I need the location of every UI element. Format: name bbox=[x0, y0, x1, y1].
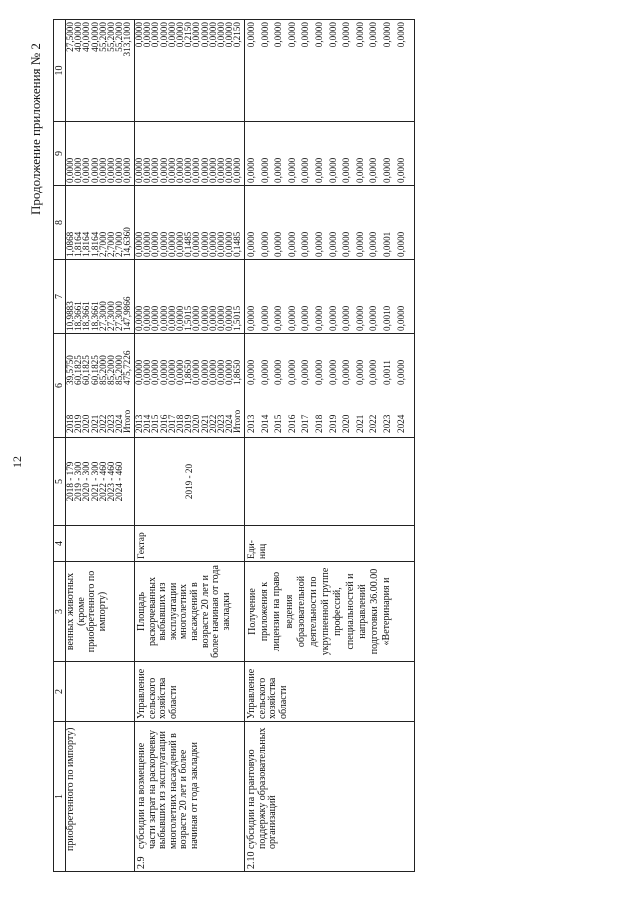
row-cont-col7-value: 18,3661 bbox=[81, 301, 92, 331]
row-2-10-c6-value: 0,0000 bbox=[273, 359, 284, 385]
row-cont-col5-value: 2022 - 460 bbox=[97, 461, 108, 502]
row-2-9-col8-value: 0,0000 bbox=[191, 231, 202, 257]
row-2-10-c6-value: 0,0000 bbox=[368, 359, 379, 385]
table-row bbox=[135, 20, 245, 872]
row-cont-c6-value: 85,2000 bbox=[97, 355, 108, 385]
row-cont-col10-value: 55,2000 bbox=[114, 22, 125, 52]
row-cont-col5-value: 2019 - 300 bbox=[73, 461, 84, 502]
row-cont-col8-value: 14,6360 bbox=[122, 227, 133, 257]
row-2-9-col10-value: 0,2150 bbox=[183, 22, 194, 48]
col-header-7: 7 bbox=[54, 260, 66, 334]
row-2-10-col7-value: 0,0000 bbox=[395, 305, 406, 331]
row-cont-col2 bbox=[66, 662, 135, 722]
row-cont-col9-value: 0,0000 bbox=[105, 157, 116, 183]
appendix-title: Продолжение приложения № 2 bbox=[28, 43, 43, 215]
row-cont-col8-value: 2,7000 bbox=[114, 231, 125, 257]
row-2-9-col9-value: 0,0000 bbox=[183, 157, 194, 183]
row-cont-col8-value: 1,8164 bbox=[89, 231, 100, 257]
row-2-9-years-value: 2013 bbox=[134, 414, 144, 433]
row-2-10-col9 bbox=[245, 122, 415, 186]
row-2-10-col7-value: 0,0000 bbox=[246, 305, 256, 331]
row-cont-col9-value: 0,0000 bbox=[114, 157, 125, 183]
row-2-10-col10-value: 0,0000 bbox=[300, 22, 311, 48]
row-cont-col10-value: 27,5000 bbox=[65, 22, 75, 52]
row-2-10-c6-value: 0,0011 bbox=[381, 360, 392, 385]
col-header-3: 3 bbox=[54, 562, 66, 662]
row-2-9-col8-value: 0,0000 bbox=[142, 231, 153, 257]
row-2-9-col8-value: 0,0000 bbox=[215, 231, 226, 257]
row-2-9-col9 bbox=[135, 122, 245, 186]
row-2-9-years-value: 2018 bbox=[174, 414, 185, 433]
row-2-10-col7-value: 0,0000 bbox=[259, 305, 270, 331]
row-2-10-col1 bbox=[245, 722, 415, 872]
row-2-10-years-value: 2014 bbox=[259, 414, 270, 433]
col-header-9: 9 bbox=[54, 122, 66, 186]
row-cont-col8-value: 2,7000 bbox=[105, 231, 116, 257]
row-cont-years-value: Итого bbox=[122, 409, 133, 433]
row-cont-years bbox=[66, 389, 132, 437]
row-2-10-col4: Еди-ниц bbox=[245, 526, 415, 562]
row-2-9-col10-value: 0,0000 bbox=[158, 22, 169, 48]
col-header-10: 10 bbox=[54, 20, 66, 122]
row-cont-c6-value: 475,7226 bbox=[122, 350, 133, 385]
row-cont-col9-value: 0,0000 bbox=[97, 157, 108, 183]
row-2-10-col10-value: 0,0000 bbox=[327, 22, 338, 48]
header-row bbox=[54, 20, 66, 872]
row-2-9-col8-value: 0,0000 bbox=[158, 231, 169, 257]
row-2-10-years-value: 2015 bbox=[273, 414, 284, 433]
row-cont-col6 bbox=[66, 334, 135, 438]
row-2-10-c6-value: 0,0000 bbox=[259, 359, 270, 385]
row-cont-col9-value: 0,0000 bbox=[81, 157, 92, 183]
row-2-10-c6-value: 0,0000 bbox=[327, 359, 338, 385]
row-cont-col7-value: 10,9883 bbox=[65, 301, 75, 331]
row-2-10-years-value: 2020 bbox=[341, 414, 352, 433]
row-2-10-col8-value: 0,0000 bbox=[327, 231, 338, 257]
row-2-9-col8-value: 0,0000 bbox=[174, 231, 185, 257]
row-cont-col5-value: 2020 - 300 bbox=[81, 461, 92, 502]
col-header-5: 5 bbox=[54, 438, 66, 526]
row-2-9-c6-value: 0,0000 bbox=[224, 359, 235, 385]
row-2-10-col10-value: 0,0000 bbox=[259, 22, 270, 48]
row-2-10-col8-value: 0,0000 bbox=[354, 231, 365, 257]
row-2-9-col10-value: 0,0000 bbox=[199, 22, 210, 48]
row-2-9-c6-value: 0,0000 bbox=[207, 359, 218, 385]
table-row bbox=[66, 20, 135, 872]
row-cont-col10-value: 313,1000 bbox=[122, 22, 133, 57]
row-2-9-years-value: 2016 bbox=[158, 414, 169, 433]
row-2-9-col8-value: 0,0000 bbox=[207, 231, 218, 257]
row-2-9-col9-value: 0,0000 bbox=[174, 157, 185, 183]
row-2-10-col9-value: 0,0000 bbox=[313, 157, 324, 183]
row-cont-col10-value: 40,0000 bbox=[81, 22, 92, 52]
row-cont-col5 bbox=[66, 438, 135, 526]
row-2-9-col9-value: 0,0000 bbox=[191, 157, 202, 183]
row-cont-col10-value: 40,0000 bbox=[73, 22, 84, 52]
row-2-9-col8-value: 0,0000 bbox=[134, 231, 144, 257]
row-cont-col10 bbox=[66, 20, 135, 122]
row-cont-c6-value: 39,5750 bbox=[65, 355, 75, 385]
row-cont-years-value: 2022 bbox=[97, 414, 108, 433]
row-2-9-col7-value: 0,0000 bbox=[174, 305, 185, 331]
row-2-10-years-value: 2016 bbox=[286, 414, 297, 433]
row-2-9-col10 bbox=[135, 20, 245, 122]
row-2-10-c6-value: 0,0000 bbox=[246, 359, 256, 385]
row-2-9-c6-value: 0,0000 bbox=[199, 359, 210, 385]
col-header-6: 6 bbox=[54, 334, 66, 438]
row-2-10-col7-value: 0,0000 bbox=[368, 305, 379, 331]
row-cont-years-value: 2020 bbox=[81, 414, 92, 433]
col-header-4: 4 bbox=[54, 526, 66, 562]
row-2-9-col10-value: 0,0000 bbox=[174, 22, 185, 48]
row-2-9-c6-value: 0,0000 bbox=[166, 359, 177, 385]
row-2-9-col9-value: 0,0000 bbox=[134, 157, 144, 183]
row-2-9-col10-value: 0,0000 bbox=[207, 22, 218, 48]
row-cont-col8-value: 1,8164 bbox=[73, 231, 84, 257]
row-cont-col5-value: 2018 - 179 bbox=[65, 461, 75, 502]
row-cont-c6-value: 60,1825 bbox=[81, 355, 92, 385]
row-2-9-years-value: 2021 bbox=[199, 414, 210, 433]
row-2-9-col10-value: 0,0000 bbox=[215, 22, 226, 48]
row-cont-years-value: 2024 bbox=[114, 414, 125, 433]
row-2-9-years-value: 2019 bbox=[183, 414, 194, 433]
row-cont-years-value: 2019 bbox=[73, 414, 84, 433]
row-2-9-col5: 2019 - 20 bbox=[135, 438, 245, 526]
row-cont-c6-value: 85,2000 bbox=[105, 355, 116, 385]
row-2-9-col8-value: 0,1485 bbox=[183, 231, 194, 257]
row-2-9-col7-value: 0,0000 bbox=[199, 305, 210, 331]
row-2-9-col9-value: 0,0000 bbox=[224, 157, 235, 183]
row-cont-col7-value: 18,3661 bbox=[89, 301, 100, 331]
row-2-10-col9-value: 0,0000 bbox=[246, 157, 256, 183]
row-2-9-years-value: 2022 bbox=[207, 414, 218, 433]
row-2-10-c6-value: 0,0000 bbox=[354, 359, 365, 385]
row-2-10-col9-value: 0,0000 bbox=[368, 157, 379, 183]
row-2-9-c6-value: 0,0000 bbox=[134, 359, 144, 385]
row-2-9-col8-value: 0,0000 bbox=[199, 231, 210, 257]
row-2-9-col8-value: 0,0000 bbox=[166, 231, 177, 257]
row-2-9-col9-value: 0,0000 bbox=[207, 157, 218, 183]
row-2-10-years-value: 2019 bbox=[327, 414, 338, 433]
row-2-9-years-value: 2014 bbox=[142, 414, 153, 433]
col-header-2: 2 bbox=[54, 662, 66, 722]
row-2-9-years-value: 2017 bbox=[166, 414, 177, 433]
row-cont-col8-value: 2,7000 bbox=[97, 231, 108, 257]
page-number: 12 bbox=[10, 456, 24, 468]
row-2-9-c6 bbox=[135, 360, 241, 389]
row-2-9-col9-value: 0,0000 bbox=[150, 157, 161, 183]
row-2-9-col10-value: 0,0000 bbox=[134, 22, 144, 48]
row-2-10-col10-value: 0,0000 bbox=[368, 22, 379, 48]
row-2-10-col10-value: 0,0000 bbox=[354, 22, 365, 48]
row-cont-c6-value: 85,2000 bbox=[114, 355, 125, 385]
row-cont-col10-value: 55,2000 bbox=[97, 22, 108, 52]
row-2-9-col7-value: 1,5015 bbox=[183, 305, 194, 331]
row-2-9-years-value: 2023 bbox=[215, 414, 226, 433]
row-2-9-col7-value: 0,0000 bbox=[166, 305, 177, 331]
row-2-10-col10-value: 0,0000 bbox=[395, 22, 406, 48]
row-2-9-years-value: 2020 bbox=[191, 414, 202, 433]
row-2-10-col7-value: 0,0000 bbox=[273, 305, 284, 331]
row-2-9-c6-value: 0,0000 bbox=[150, 359, 161, 385]
row-2-9-years-value: 2015 bbox=[150, 414, 161, 433]
row-2-9-col10-value: 0,0000 bbox=[191, 22, 202, 48]
row-2-10-years-value: 2024 bbox=[395, 414, 406, 433]
row-2-10-years-value: 2023 bbox=[381, 414, 392, 433]
row-2-10-number: 2.10 bbox=[246, 851, 257, 869]
row-2-9-col7-value: 1,5015 bbox=[232, 305, 243, 331]
row-2-10-col9-value: 0,0000 bbox=[354, 157, 365, 183]
row-2-10-col9-value: 0,0000 bbox=[286, 157, 297, 183]
row-cont-col10-value: 55,2000 bbox=[105, 22, 116, 52]
row-cont-c6-value: 60,1825 bbox=[89, 355, 100, 385]
row-cont-col4 bbox=[66, 526, 135, 562]
row-cont-col7-value: 27,3000 bbox=[105, 301, 116, 331]
row-2-9-col7-value: 0,0000 bbox=[207, 305, 218, 331]
row-cont-col8 bbox=[66, 186, 135, 260]
row-2-9-col9-value: 0,0000 bbox=[232, 157, 243, 183]
row-2-9-col9-value: 0,0000 bbox=[199, 157, 210, 183]
row-2-10-col8-value: 0,0000 bbox=[259, 231, 270, 257]
row-2-9-c6-value: 1,8650 bbox=[232, 359, 243, 385]
row-cont-col1: приобретенного по импорту) bbox=[66, 722, 135, 872]
row-2-9-description: субсидии на возмещение части затрат на раскорчевку выбывших из эксплуатации многолетних насаждений в возрасте 20 лет и более начиная от года закладки bbox=[136, 730, 200, 849]
row-2-9-col7-value: 0,0000 bbox=[142, 305, 153, 331]
row-2-10-col7-value: 0,0000 bbox=[300, 305, 311, 331]
row-2-10-col8 bbox=[245, 186, 415, 260]
row-2-10-col9-value: 0,0000 bbox=[259, 157, 270, 183]
row-2-10-c6-value: 0,0000 bbox=[286, 359, 297, 385]
row-2-9-col1 bbox=[135, 722, 245, 872]
row-2-10-years-value: 2018 bbox=[313, 414, 324, 433]
row-2-10-years-value: 2017 bbox=[300, 414, 311, 433]
col-header-8: 8 bbox=[54, 186, 66, 260]
row-cont-col7-value: 27,3000 bbox=[97, 301, 108, 331]
row-2-10-col9-value: 0,0000 bbox=[341, 157, 352, 183]
row-2-9-years-value: 2024 bbox=[224, 414, 235, 433]
row-2-9-col3: Площадь раскорчеванных выбывших из эксплуатации многолетних насаждений в возрасте 20 лет и более начиная от года закладки bbox=[135, 562, 245, 662]
row-2-10-col8-value: 0,0000 bbox=[286, 231, 297, 257]
row-2-9-number: 2.9 bbox=[136, 856, 147, 869]
row-2-10-col2: Управление сельского хозяйства области bbox=[245, 662, 415, 722]
row-cont-years-value: 2023 bbox=[105, 414, 116, 433]
row-2-10-col10-value: 0,0000 bbox=[313, 22, 324, 48]
row-2-9-c6-value: 1,8650 bbox=[183, 359, 194, 385]
row-2-10-col9-value: 0,0000 bbox=[300, 157, 311, 183]
row-cont-col7-value: 147,9866 bbox=[122, 296, 133, 331]
row-2-10-col8-value: 0,0000 bbox=[300, 231, 311, 257]
row-2-10-c6-value: 0,0000 bbox=[313, 359, 324, 385]
row-cont-c6 bbox=[66, 351, 132, 389]
row-2-9-col7-value: 0,0000 bbox=[134, 305, 144, 331]
row-2-10-col5 bbox=[245, 438, 415, 526]
row-2-9-col8-value: 0,0000 bbox=[150, 231, 161, 257]
row-2-10-col7-value: 0,0000 bbox=[313, 305, 324, 331]
row-2-10-col3: Получение приложения к лицензии на право ведения образовательной деятельности по укрупненной группе профессий, специальностей и направлений подготовки 36.00.00 «Ветеринария и bbox=[245, 562, 415, 662]
row-cont-col9-value: 0,0000 bbox=[73, 157, 84, 183]
row-2-10-col9-value: 0,0000 bbox=[273, 157, 284, 183]
row-2-9-col7-value: 0,0000 bbox=[191, 305, 202, 331]
row-2-10-col10-value: 0,0000 bbox=[286, 22, 297, 48]
row-2-9-col9-value: 0,0000 bbox=[158, 157, 169, 183]
row-cont-years-value: 2021 bbox=[89, 414, 100, 433]
row-2-9-c6-value: 0,0000 bbox=[215, 359, 226, 385]
row-cont-c6-value: 60,1825 bbox=[73, 355, 84, 385]
row-2-10-years bbox=[245, 389, 408, 437]
row-2-10-col10-value: 0,0000 bbox=[246, 22, 256, 48]
row-2-9-col9-value: 0,0000 bbox=[166, 157, 177, 183]
row-2-10-years-value: 2022 bbox=[368, 414, 379, 433]
row-2-10-col9-value: 0,0000 bbox=[395, 157, 406, 183]
row-2-9-c6-value: 0,0000 bbox=[191, 359, 202, 385]
row-2-9-col7-value: 0,0000 bbox=[224, 305, 235, 331]
row-2-9-col2: Управление сельского хозяйства области bbox=[135, 662, 245, 722]
row-2-9-col8-value: 0,0000 bbox=[224, 231, 235, 257]
row-2-9-col4: Гектар bbox=[135, 526, 245, 562]
row-2-9-c6-value: 0,0000 bbox=[142, 359, 153, 385]
row-cont-col5-value: 2021 - 300 bbox=[89, 461, 100, 502]
row-2-9-col9-value: 0,0000 bbox=[142, 157, 153, 183]
row-cont-col7-value: 27,3000 bbox=[114, 301, 125, 331]
row-2-10-col10-value: 0,0000 bbox=[381, 22, 392, 48]
row-cont-years-value: 2018 bbox=[65, 414, 75, 433]
row-2-10-col8-value: 0,0000 bbox=[341, 231, 352, 257]
row-cont-col7-value: 18,3661 bbox=[73, 301, 84, 331]
row-2-10-col10 bbox=[245, 20, 415, 122]
row-2-10-years-value: 2013 bbox=[246, 414, 256, 433]
row-2-9-col6 bbox=[135, 334, 245, 438]
row-2-10-col7-value: 0,0010 bbox=[381, 305, 392, 331]
row-2-10-col7-value: 0,0000 bbox=[341, 305, 352, 331]
row-2-10-description: субсидии на грантовую поддержку образовательных организаций bbox=[246, 727, 279, 849]
row-2-10-col7-value: 0,0000 bbox=[286, 305, 297, 331]
row-cont-col10-value: 40,0000 bbox=[89, 22, 100, 52]
table-row bbox=[245, 20, 415, 872]
row-2-10-col9-value: 0,0000 bbox=[381, 157, 392, 183]
row-2-9-col8 bbox=[135, 186, 245, 260]
row-2-10-col7-value: 0,0000 bbox=[327, 305, 338, 331]
row-2-9-col10-value: 0,0000 bbox=[224, 22, 235, 48]
row-2-10-col8-value: 0,0001 bbox=[381, 231, 392, 257]
row-2-9-years-value: Итого bbox=[232, 409, 243, 433]
row-2-10-c6-value: 0,0000 bbox=[341, 359, 352, 385]
row-2-9-col7 bbox=[135, 260, 245, 334]
row-2-10-c6-value: 0,0000 bbox=[395, 359, 406, 385]
row-2-10-col10-value: 0,0000 bbox=[341, 22, 352, 48]
row-2-9-col10-value: 0,2150 bbox=[232, 22, 243, 48]
row-2-10-col8-value: 0,0000 bbox=[273, 231, 284, 257]
row-2-9-col7-value: 0,0000 bbox=[215, 305, 226, 331]
row-2-10-c6-value: 0,0000 bbox=[300, 359, 311, 385]
row-2-9-col7-value: 0,0000 bbox=[150, 305, 161, 331]
row-cont-col3: венных животных (кроме приобретенного по импорту) bbox=[66, 562, 135, 662]
row-cont-col9-value: 0,0000 bbox=[89, 157, 100, 183]
row-2-9-c6-value: 0,0000 bbox=[174, 359, 185, 385]
row-2-10-years-value: 2021 bbox=[354, 414, 365, 433]
row-cont-col8-value: 1,0868 bbox=[65, 231, 75, 257]
row-2-9-c6-value: 0,0000 bbox=[158, 359, 169, 385]
row-2-9-col10-value: 0,0000 bbox=[142, 22, 153, 48]
row-2-10-c6 bbox=[245, 360, 408, 389]
col-header-1: 1 bbox=[54, 722, 66, 872]
row-2-10-col7 bbox=[245, 260, 415, 334]
row-2-9-col8-value: 0,1485 bbox=[232, 231, 243, 257]
row-cont-col9-value: 0,0000 bbox=[65, 157, 75, 183]
row-2-9-col9-value: 0,0000 bbox=[215, 157, 226, 183]
row-cont-col9 bbox=[66, 122, 135, 186]
row-2-10-col10-value: 0,0000 bbox=[273, 22, 284, 48]
row-2-10-col8-value: 0,0000 bbox=[246, 231, 256, 257]
row-2-10-col8-value: 0,0000 bbox=[313, 231, 324, 257]
row-2-10-col6 bbox=[245, 334, 415, 438]
row-2-10-col9-value: 0,0000 bbox=[327, 157, 338, 183]
row-cont-col8-value: 1,8164 bbox=[81, 231, 92, 257]
row-cont-col9-value: 0,0000 bbox=[122, 157, 133, 183]
row-2-10-col8-value: 0,0000 bbox=[395, 231, 406, 257]
subsidy-table bbox=[53, 19, 415, 872]
row-2-9-col7-value: 0,0000 bbox=[158, 305, 169, 331]
row-2-9-col10-value: 0,0000 bbox=[166, 22, 177, 48]
row-2-10-col7-value: 0,0000 bbox=[354, 305, 365, 331]
row-cont-col5-value: 2024 - 460 bbox=[114, 461, 125, 502]
row-2-10-col8-value: 0,0000 bbox=[368, 231, 379, 257]
row-cont-col5-value: 2023 - 460 bbox=[105, 461, 116, 502]
row-cont-col7 bbox=[66, 260, 135, 334]
row-2-9-col10-value: 0,0000 bbox=[150, 22, 161, 48]
row-2-9-years bbox=[135, 389, 241, 437]
